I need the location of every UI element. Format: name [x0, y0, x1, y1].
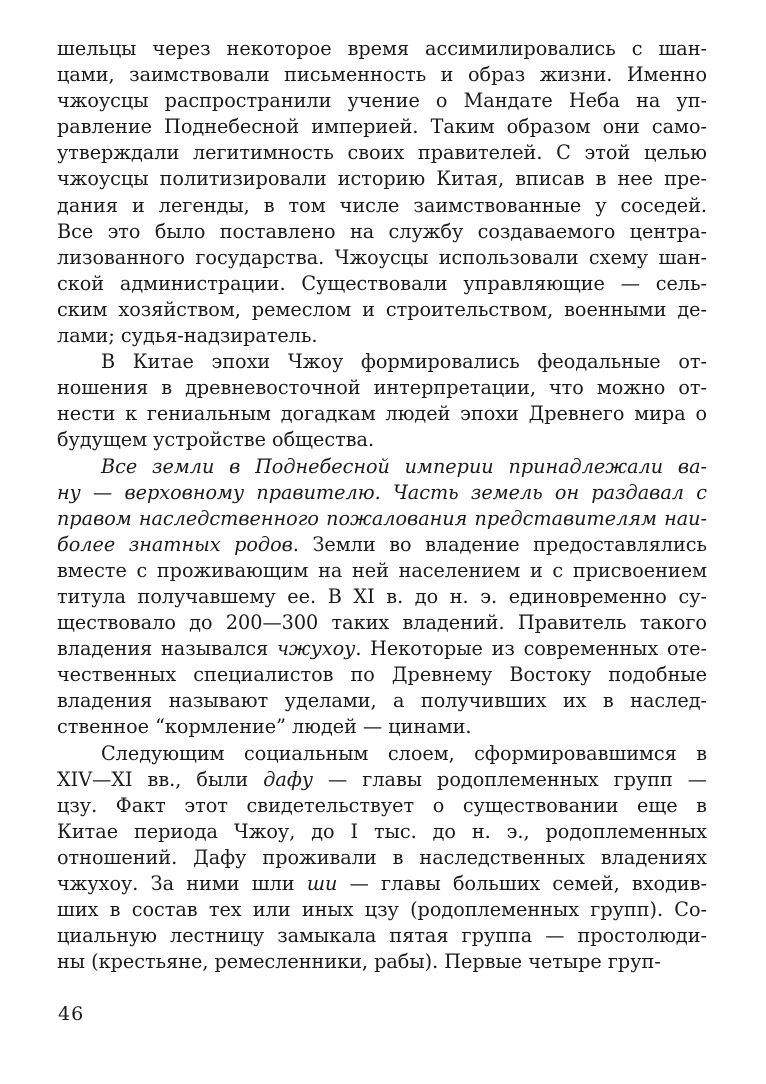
- text-segment: — главы больших семей, входив-: [337, 872, 707, 895]
- text-line: [57, 271, 707, 297]
- text-line: [57, 949, 707, 975]
- text-line: [57, 636, 707, 662]
- text-line: [57, 219, 707, 245]
- text-segment: чественных специалистов по Древнему Востоку подобные: [57, 663, 707, 687]
- text-line: [57, 741, 707, 767]
- text-segment: ским хозяйством, ремеслом и строительством, военными де-: [57, 297, 707, 321]
- text-segment: XIV—XI вв., были: [57, 767, 264, 791]
- text-line: [57, 767, 707, 793]
- text-line: [57, 140, 707, 166]
- italic-text: правом наследственного пожалования представителям наи-: [57, 506, 707, 530]
- text-segment: Китае периода Чжоу, до I тыс. до н. э., родоплеменных: [57, 819, 707, 843]
- text-segment: равление Поднебесной империей. Таким образом они само-: [57, 115, 707, 139]
- text-segment: лизованного государства. Чжоусцы использовали схему шан-: [57, 245, 707, 269]
- text-line: [57, 584, 707, 610]
- text-segment: циальную лестницу замыкала пятая группа — простолюди-: [57, 924, 707, 948]
- text-line: [57, 166, 707, 192]
- text-line: [57, 454, 707, 480]
- paragraph-1: [57, 36, 707, 349]
- text-line: [57, 871, 707, 897]
- text-segment: вместе с проживающим на ней населением и с присвоением: [57, 558, 707, 582]
- text-line: [57, 714, 707, 740]
- text-segment: цзу. Факт этот свидетельствует о существовании еще в: [57, 793, 707, 817]
- text-line: [57, 923, 707, 949]
- text-line: [57, 558, 707, 584]
- text-segment: отношений. Дафу проживали в наследственных владениях: [57, 845, 707, 869]
- text-segment: шельцы через некоторое время ассимилировались с шан-: [57, 37, 707, 60]
- text-line: [57, 114, 707, 140]
- text-line: [57, 401, 707, 427]
- text-line: [57, 245, 707, 271]
- text-line: [57, 506, 707, 532]
- text-segment: титула получавшему ее. В XI в. до н. э. единовременно су-: [57, 584, 707, 608]
- text-segment: ской администрации. Существовали управляющие — сель-: [57, 271, 707, 295]
- text-line: [57, 323, 707, 349]
- italic-text: чжухоу: [276, 637, 356, 661]
- text-segment: . Некоторые из современных оте-: [355, 637, 707, 661]
- italic-text: Все земли в Поднебесной империи принадлежали ва-: [101, 454, 707, 478]
- text-line: [57, 610, 707, 636]
- text-line: [57, 662, 707, 688]
- text-segment: чжухоу. За ними шли: [57, 872, 307, 895]
- text-line: [57, 193, 707, 219]
- text-segment: нести к гениальным догадкам людей эпохи Древнего мира о: [57, 402, 707, 426]
- text-segment: дания и легенды, в том числе заимствованные у соседей.: [57, 193, 707, 217]
- text-line: [57, 532, 707, 558]
- text-line: [57, 427, 707, 453]
- italic-text: ну — верховному правителю. Часть земель он раздавал с: [57, 480, 707, 504]
- text-line: [57, 793, 707, 819]
- text-segment: ственное “кормление” людей — цинами.: [57, 715, 472, 739]
- text-segment: ны (крестьяне, ремесленники, рабы). Первые четыре груп-: [57, 950, 661, 974]
- paragraph-4: [57, 741, 707, 976]
- text-segment: чжоусцы политизировали историю Китая, вписав в нее пре-: [57, 167, 707, 191]
- text-segment: ших в состав тех или иных цзу (родоплеменных групп). Со-: [57, 898, 707, 922]
- text-segment: лами; судья-надзиратель.: [57, 324, 318, 348]
- text-segment: ношения в древневосточной интерпретации, что можно от-: [57, 376, 707, 400]
- text-line: [57, 349, 707, 375]
- text-line: [57, 688, 707, 714]
- italic-text: дафу: [263, 767, 313, 791]
- text-segment: утверждали легитимность своих правителей. С этой целью: [57, 141, 707, 165]
- text-segment: В Китае эпохи Чжоу формировались феодальные от-: [101, 350, 707, 374]
- paragraph-3: [57, 454, 707, 741]
- text-line: [57, 897, 707, 923]
- text-segment: владения назывался: [57, 637, 277, 661]
- text-segment: владения называют уделами, а получивших их в наслед-: [57, 689, 707, 713]
- text-line: [57, 62, 707, 88]
- page-number: 46: [58, 1003, 85, 1025]
- text-segment: будущем устройстве общества.: [57, 428, 375, 452]
- paragraph-2: [57, 349, 707, 453]
- text-line: [57, 36, 707, 62]
- text-segment: ществовало до 200—300 таких владений. Правитель такого: [57, 611, 707, 635]
- text-line: [57, 297, 707, 323]
- text-segment: Следующим социальным слоем, сформировавшимся в: [101, 741, 707, 765]
- text-segment: чжоусцы распространили учение о Мандате Неба на уп-: [57, 89, 707, 113]
- text-segment: — главы родоплеменных групп —: [313, 767, 707, 791]
- text-line: [57, 88, 707, 114]
- text-line: [57, 375, 707, 401]
- text-line: [57, 819, 707, 845]
- italic-text: ши: [306, 872, 338, 895]
- italic-text: более знатных родов: [57, 532, 293, 556]
- text-line: [57, 480, 707, 506]
- text-segment: . Земли во владение предоставлялись: [292, 532, 707, 556]
- page-body: [57, 36, 707, 975]
- text-segment: Все это было поставлено на службу создаваемого центра-: [57, 219, 707, 243]
- text-segment: цами, заимствовали письменность и образ жизни. Именно: [57, 63, 707, 87]
- text-line: [57, 845, 707, 871]
